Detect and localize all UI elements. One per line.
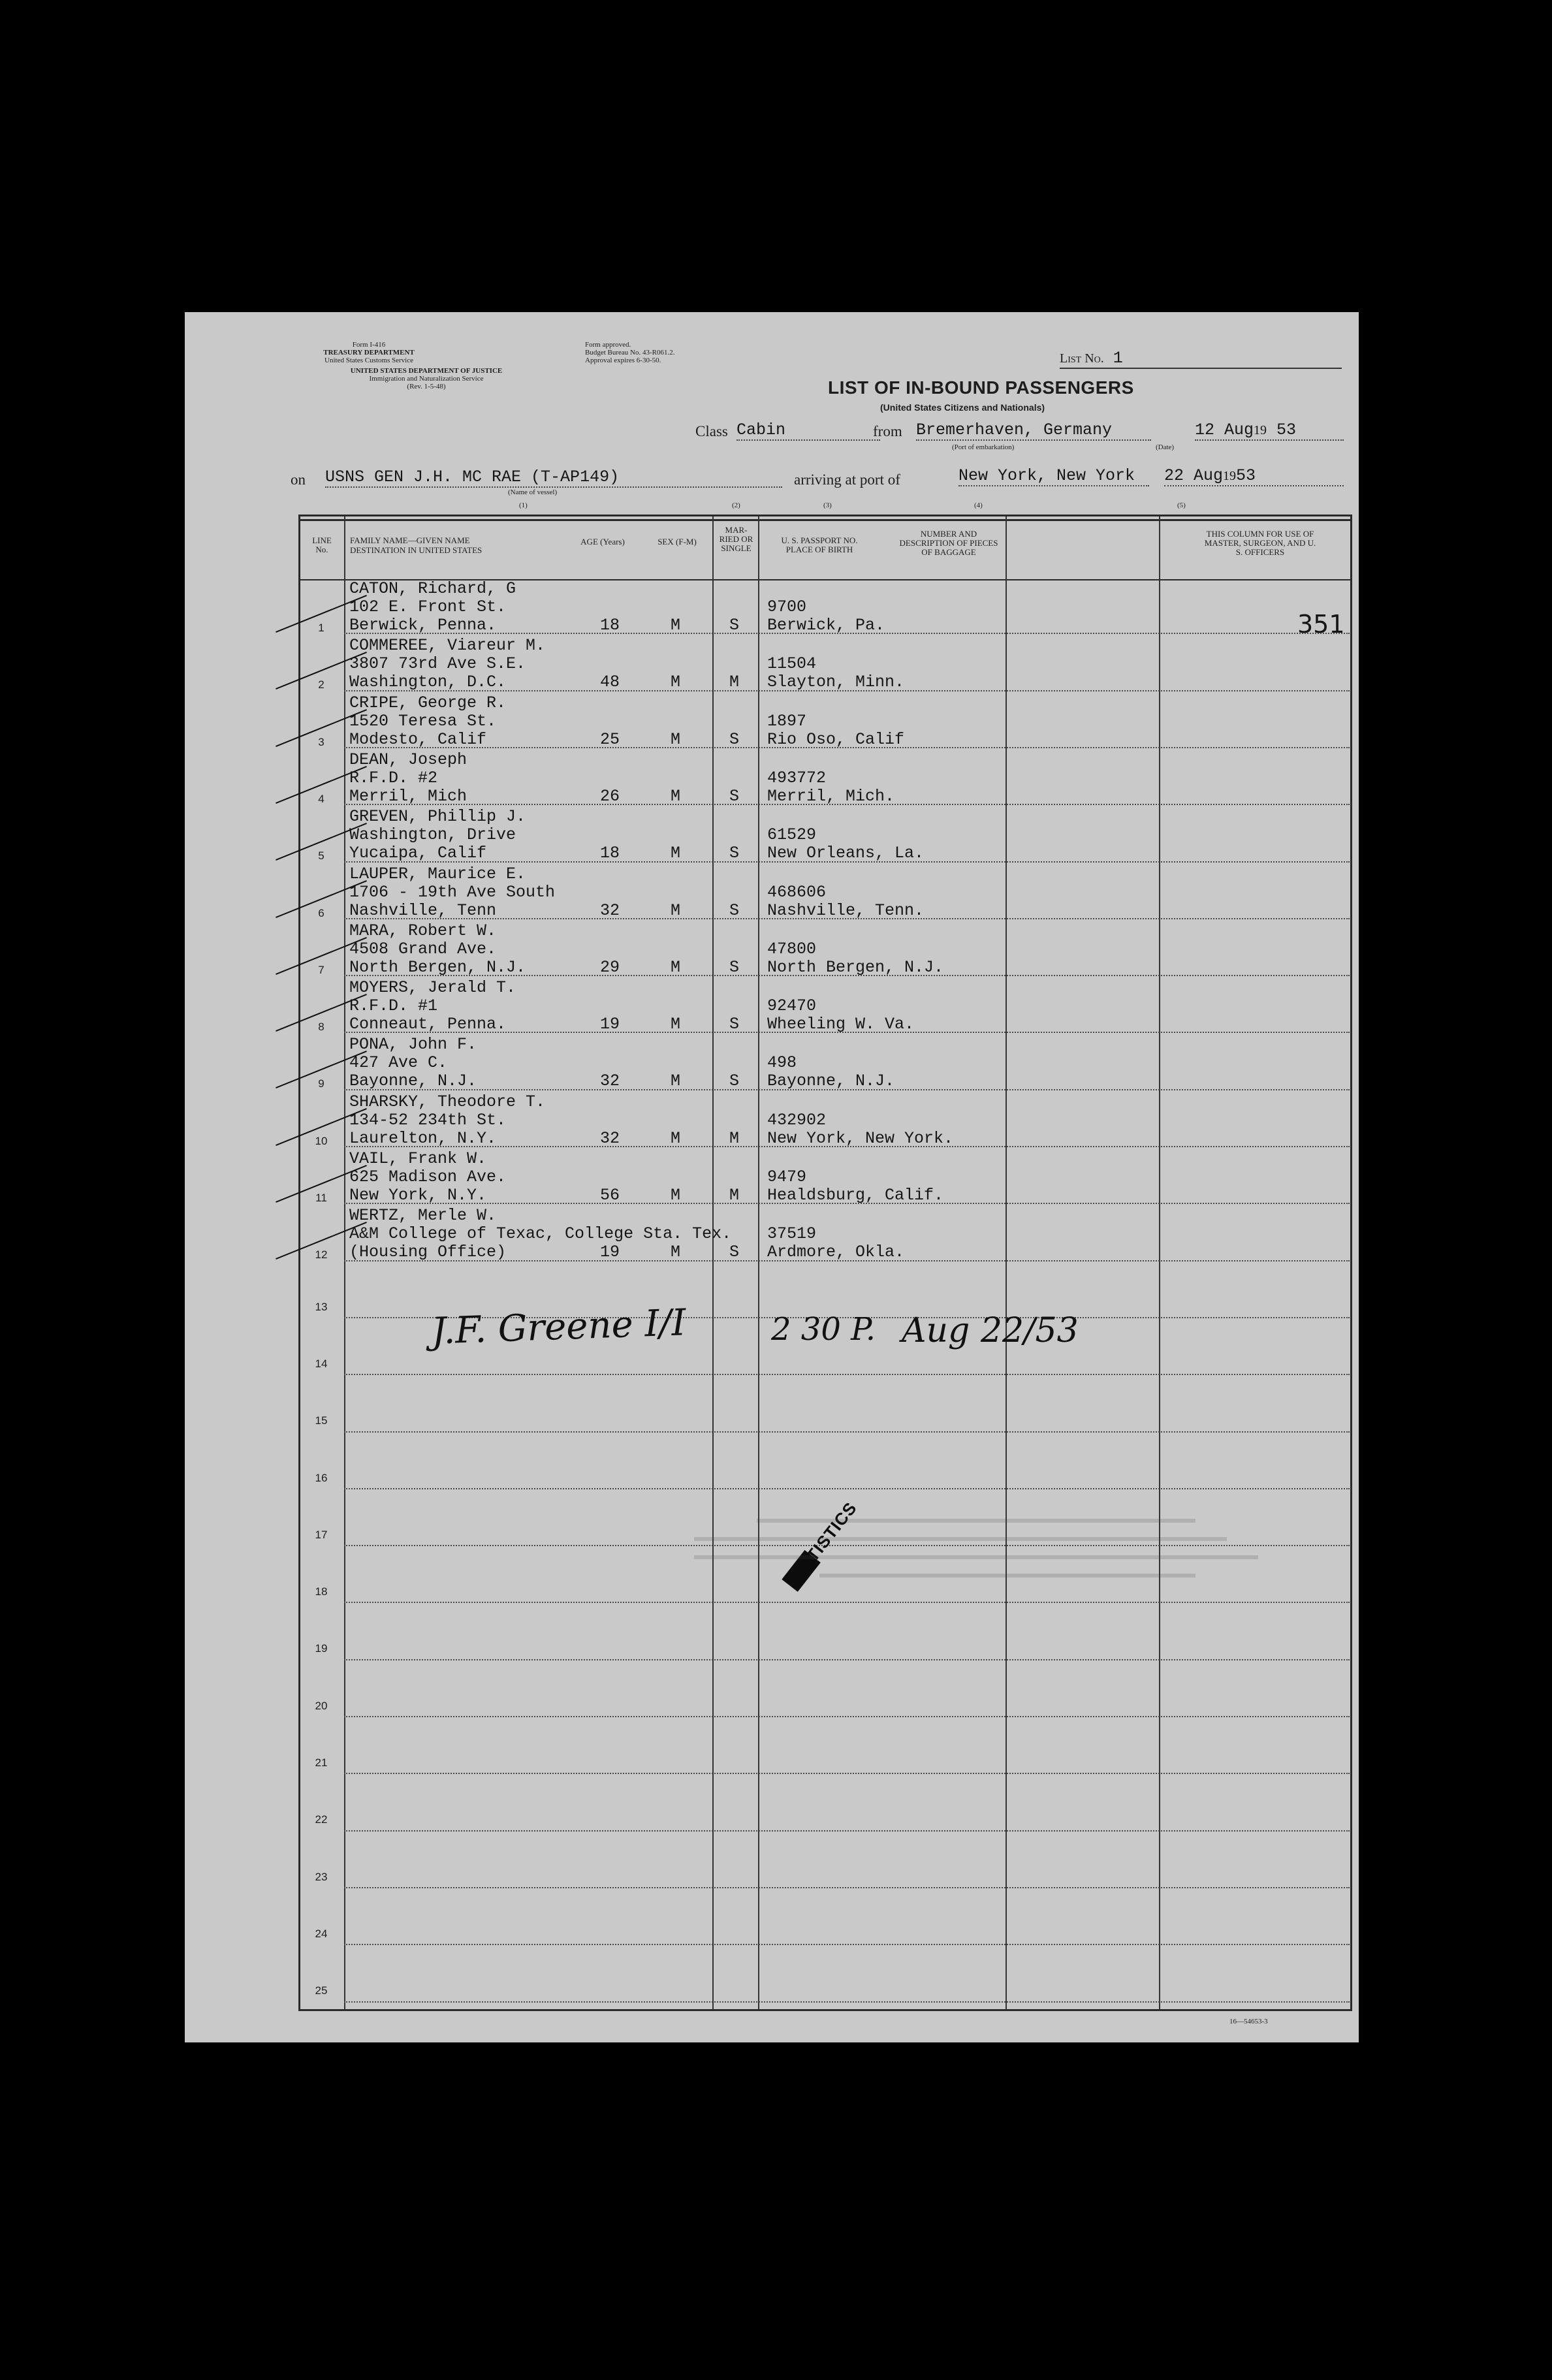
passenger-marital: S xyxy=(729,957,740,977)
place-of-birth: Bayonne, N.J. xyxy=(767,1071,895,1091)
column-number-4: (4) xyxy=(974,501,983,509)
header-married-single: MAR- RIED OR SINGLE xyxy=(719,525,753,553)
line-number: 13 xyxy=(315,1300,328,1313)
line-number: 24 xyxy=(315,1927,328,1940)
passenger-age: 18 xyxy=(600,616,620,635)
class-label: Class xyxy=(695,423,728,439)
header-sex: SEX (F-M) xyxy=(657,537,697,547)
passenger-sex: M xyxy=(671,616,681,635)
column-number-3: (3) xyxy=(823,501,832,509)
justice-dept: UNITED STATES DEPARTMENT OF JUSTICE xyxy=(350,367,503,375)
passenger-name: GREVEN, Phillip J. xyxy=(349,807,526,827)
embark-year-prefix: 19 xyxy=(1254,423,1267,437)
header-divider xyxy=(300,519,1350,522)
justice-block xyxy=(289,367,563,390)
passenger-city: Modesto, Calif xyxy=(349,729,487,749)
list-no-label: List No. xyxy=(1060,351,1104,366)
passenger-name: SHARSKY, Theodore T. xyxy=(349,1092,546,1111)
passenger-address: 3807 73rd Ave S.E. xyxy=(349,654,526,674)
row-rule xyxy=(344,2001,1350,2003)
row-rule xyxy=(344,1203,1350,1205)
passenger-city: Laurelton, N.Y. xyxy=(349,1128,497,1148)
passenger-sex: M xyxy=(671,786,681,806)
row-rule xyxy=(344,918,1350,920)
ins-service: Immigration and Naturalization Service xyxy=(369,375,484,383)
approval-block xyxy=(585,341,674,364)
passenger-sex: M xyxy=(671,1015,681,1034)
line-number: 7 xyxy=(318,963,325,976)
port-of-embarkation: Bremerhaven, Germany xyxy=(916,420,1151,441)
row-rule xyxy=(344,975,1350,977)
place-of-birth: New York, New York. xyxy=(767,1128,954,1148)
passenger-city: Yucaipa, Calif xyxy=(349,844,487,863)
bleed-through-text xyxy=(694,1507,1321,1638)
col-line-5 xyxy=(1159,516,1160,2009)
passenger-sex: M xyxy=(671,844,681,863)
passenger-city: North Bergen, N.J. xyxy=(349,957,526,977)
passport-number: 92470 xyxy=(767,996,817,1016)
passenger-age: 25 xyxy=(600,729,620,749)
passenger-city: Bayonne, N.J. xyxy=(349,1071,477,1091)
row-rule xyxy=(344,1431,1350,1433)
passenger-address: 1520 Teresa St. xyxy=(349,711,497,731)
treasury-dept: TREASURY DEPARTMENT xyxy=(323,349,415,357)
passenger-sex: M xyxy=(671,729,681,749)
row-rule xyxy=(344,1089,1350,1091)
passport-number: 1897 xyxy=(767,711,807,731)
col-line-2 xyxy=(712,516,714,2009)
passenger-name: VAIL, Frank W. xyxy=(349,1149,487,1168)
passenger-city: Berwick, Penna. xyxy=(349,616,497,635)
line-number: 20 xyxy=(315,1699,328,1712)
row-rule xyxy=(344,1887,1350,1889)
place-of-birth: New Orleans, La. xyxy=(767,844,925,863)
passenger-address: 4508 Grand Ave. xyxy=(349,939,497,959)
form-title: LIST OF IN-BOUND PASSENGERS xyxy=(828,377,1134,398)
passenger-address: 102 E. Front St. xyxy=(349,597,507,616)
from-label: from xyxy=(873,423,902,439)
passenger-sex: M xyxy=(671,900,681,920)
line-number: 12 xyxy=(315,1248,328,1261)
header-age: AGE (Years) xyxy=(580,537,625,547)
line-number: 11 xyxy=(315,1192,327,1204)
line-number: 8 xyxy=(318,1021,325,1034)
passenger-address: R.F.D. #2 xyxy=(349,768,438,787)
place-of-birth: Rio Oso, Calif xyxy=(767,729,905,749)
embark-year: 53 xyxy=(1276,420,1297,439)
row-rule xyxy=(344,861,1350,863)
passenger-marital: S xyxy=(729,1071,740,1091)
passenger-marital: S xyxy=(729,844,740,863)
passenger-name: CRIPE, George R. xyxy=(349,693,507,712)
form-subtitle: (United States Citizens and Nationals) xyxy=(880,402,1045,413)
place-of-birth: Wheeling W. Va. xyxy=(767,1015,915,1034)
passenger-name: MOYERS, Jerald T. xyxy=(349,978,516,998)
passenger-address: 1706 - 19th Ave South xyxy=(349,882,556,902)
passenger-name: WERTZ, Merle W. xyxy=(349,1206,497,1226)
inspection-date: Aug 22/53 xyxy=(902,1311,1079,1350)
on-label: on xyxy=(291,471,306,488)
header-destination: DESTINATION IN UNITED STATES xyxy=(350,545,483,555)
line-number: 22 xyxy=(315,1813,328,1826)
row-rule xyxy=(344,1374,1350,1376)
inspection-time: 2 30 P. xyxy=(771,1311,876,1348)
passenger-marital: S xyxy=(729,729,740,749)
customs-service: United States Customs Service xyxy=(325,357,413,364)
col-line-1 xyxy=(344,516,345,2009)
header-family-name: FAMILY NAME—GIVEN NAME xyxy=(350,535,470,545)
passenger-address: Washington, Drive xyxy=(349,825,516,845)
passenger-address: 625 Madison Ave. xyxy=(349,1167,507,1186)
place-of-birth: Berwick, Pa. xyxy=(767,616,885,635)
passport-number: 493772 xyxy=(767,768,827,787)
passenger-city: New York, N.Y. xyxy=(349,1186,487,1205)
row-rule xyxy=(344,1944,1350,1946)
line-number: 5 xyxy=(318,849,325,863)
embark-date-text: 12 Aug xyxy=(1195,420,1254,439)
header-passport: U. S. PASSPORT NO. PLACE OF BIRTH xyxy=(781,535,858,554)
form-number: Form I-416 xyxy=(352,341,386,349)
passenger-name: DEAN, Joseph xyxy=(349,750,467,769)
col-line-3 xyxy=(758,516,759,2009)
passenger-marital: S xyxy=(729,786,740,806)
place-of-birth: North Bergen, N.J. xyxy=(767,957,944,977)
approval-line-2: Budget Bureau No. 43-R061.2. xyxy=(585,349,675,357)
line-number: 3 xyxy=(318,735,325,748)
passenger-marital: S xyxy=(729,1243,740,1262)
passport-number: 61529 xyxy=(767,825,817,845)
passenger-age: 32 xyxy=(600,900,620,920)
passenger-marital: M xyxy=(729,1186,740,1205)
passenger-age: 18 xyxy=(600,844,620,863)
passenger-marital: M xyxy=(729,1128,740,1148)
passenger-name: PONA, John F. xyxy=(349,1035,477,1055)
arriving-label: arriving at port of xyxy=(794,471,900,488)
passenger-city: Merril, Mich xyxy=(349,786,467,806)
arrival-date-text: 22 Aug xyxy=(1164,466,1224,485)
passenger-age: 32 xyxy=(600,1071,620,1091)
line-number: 2 xyxy=(318,678,325,691)
row-rule xyxy=(344,1260,1350,1262)
vessel-name: USNS GEN J.H. MC RAE (T-AP149) xyxy=(325,468,782,488)
row-rule xyxy=(344,1146,1350,1148)
line-number: 25 xyxy=(315,1984,328,1997)
official-notation: 351 xyxy=(1297,610,1345,639)
passenger-sex: M xyxy=(671,1243,681,1262)
row-rule xyxy=(344,747,1350,749)
place-of-birth: Healdsburg, Calif. xyxy=(767,1186,944,1205)
line-number: 1 xyxy=(318,622,325,634)
approval-line-1: Form approved. xyxy=(585,341,631,349)
line-number: 19 xyxy=(315,1642,328,1655)
passport-number: 432902 xyxy=(767,1110,827,1130)
passenger-city: (Housing Office) xyxy=(349,1243,507,1262)
row-rule xyxy=(344,804,1350,806)
passenger-marital: M xyxy=(729,673,740,692)
row-rule xyxy=(344,1032,1350,1034)
passport-number: 37519 xyxy=(767,1224,817,1244)
passport-number: 9479 xyxy=(767,1167,807,1186)
passport-number: 9700 xyxy=(767,597,807,616)
footer-code: 16—54653-3 xyxy=(1229,2018,1268,2025)
passenger-city: Conneaut, Penna. xyxy=(349,1015,507,1034)
passenger-manifest-page xyxy=(185,312,1359,2042)
passenger-city: Washington, D.C. xyxy=(349,673,507,692)
list-number-field xyxy=(1060,349,1342,369)
line-number: 10 xyxy=(315,1134,328,1147)
row-rule xyxy=(344,1773,1350,1775)
passenger-age: 19 xyxy=(600,1015,620,1034)
passenger-address: A&M College of Texac, College Sta. Tex. xyxy=(349,1224,732,1244)
passenger-sex: M xyxy=(671,1071,681,1091)
row-rule xyxy=(344,1488,1350,1490)
column-number-5: (5) xyxy=(1177,501,1186,509)
passenger-marital: S xyxy=(729,616,740,635)
passenger-address: 427 Ave C. xyxy=(349,1053,448,1073)
passenger-age: 19 xyxy=(600,1243,620,1262)
passenger-name: MARA, Robert W. xyxy=(349,921,497,940)
passenger-name: CATON, Richard, G xyxy=(349,579,516,598)
passenger-age: 32 xyxy=(600,1128,620,1148)
passport-number: 498 xyxy=(767,1053,797,1073)
line-number: 16 xyxy=(315,1471,328,1484)
passenger-name: LAUPER, Maurice E. xyxy=(349,864,526,883)
row-rule xyxy=(344,1830,1350,1832)
passenger-age: 56 xyxy=(600,1186,620,1205)
place-of-birth: Nashville, Tenn. xyxy=(767,900,925,920)
inspector-signature: J.F. Greene I/I xyxy=(430,1301,687,1353)
line-number: 21 xyxy=(315,1756,328,1769)
vessel-caption: (Name of vessel) xyxy=(508,488,558,496)
passenger-age: 26 xyxy=(600,786,620,806)
class-value: Cabin xyxy=(736,420,880,441)
passenger-sex: M xyxy=(671,673,681,692)
passenger-age: 29 xyxy=(600,957,620,977)
arrival-year: 53 xyxy=(1236,466,1256,485)
form-id-block xyxy=(291,341,447,364)
row-rule xyxy=(344,1659,1350,1661)
header-baggage: NUMBER AND DESCRIPTION OF PIECES OF BAGGAGE xyxy=(899,529,998,557)
statistics-stamp: STATISTICS xyxy=(782,1482,874,1592)
arrival-date xyxy=(1164,466,1344,486)
arrival-year-prefix: 19 xyxy=(1223,469,1237,483)
passenger-sex: M xyxy=(671,1128,681,1148)
passenger-name: COMMEREE, Viareur M. xyxy=(349,636,546,656)
port-of-arrival: New York, New York xyxy=(958,466,1149,486)
passport-number: 468606 xyxy=(767,882,827,902)
column-number-2: (2) xyxy=(732,501,740,509)
row-rule xyxy=(344,1716,1350,1718)
line-number: 14 xyxy=(315,1357,328,1370)
revision: (Rev. 1-5-48) xyxy=(407,383,446,390)
place-of-birth: Slayton, Minn. xyxy=(767,673,905,692)
line-number: 4 xyxy=(318,792,325,805)
passenger-marital: S xyxy=(729,1015,740,1034)
passenger-address: R.F.D. #1 xyxy=(349,996,438,1016)
line-number: 15 xyxy=(315,1414,328,1427)
col-line-4 xyxy=(1006,516,1007,2009)
passenger-city: Nashville, Tenn xyxy=(349,900,497,920)
row-rule xyxy=(344,690,1350,692)
embarkation-date xyxy=(1195,420,1344,441)
passenger-marital: S xyxy=(729,900,740,920)
place-of-birth: Ardmore, Okla. xyxy=(767,1243,905,1262)
row-rule xyxy=(344,633,1350,635)
line-number: 6 xyxy=(318,906,325,919)
column-number-1: (1) xyxy=(519,501,528,509)
place-of-birth: Merril, Mich. xyxy=(767,786,895,806)
line-number: 17 xyxy=(315,1528,328,1541)
port-embark-caption: (Port of embarkation) xyxy=(952,443,1015,451)
passenger-sex: M xyxy=(671,1186,681,1205)
list-no-value: 1 xyxy=(1113,349,1123,368)
passenger-sex: M xyxy=(671,957,681,977)
header-officers-use: THIS COLUMN FOR USE OF MASTER, SURGEON, AND U. S. OFFICERS xyxy=(1204,529,1316,557)
passenger-address: 134-52 234th St. xyxy=(349,1110,507,1130)
passenger-age: 48 xyxy=(600,673,620,692)
line-number: 23 xyxy=(315,1870,328,1883)
line-number: 9 xyxy=(318,1077,325,1090)
line-number: 18 xyxy=(315,1585,328,1598)
header-line-no: LINE No. xyxy=(312,535,332,554)
passport-number: 47800 xyxy=(767,939,817,959)
approval-line-3: Approval expires 6-30-50. xyxy=(585,357,661,364)
date-caption: (Date) xyxy=(1156,443,1175,451)
passport-number: 11504 xyxy=(767,654,817,674)
